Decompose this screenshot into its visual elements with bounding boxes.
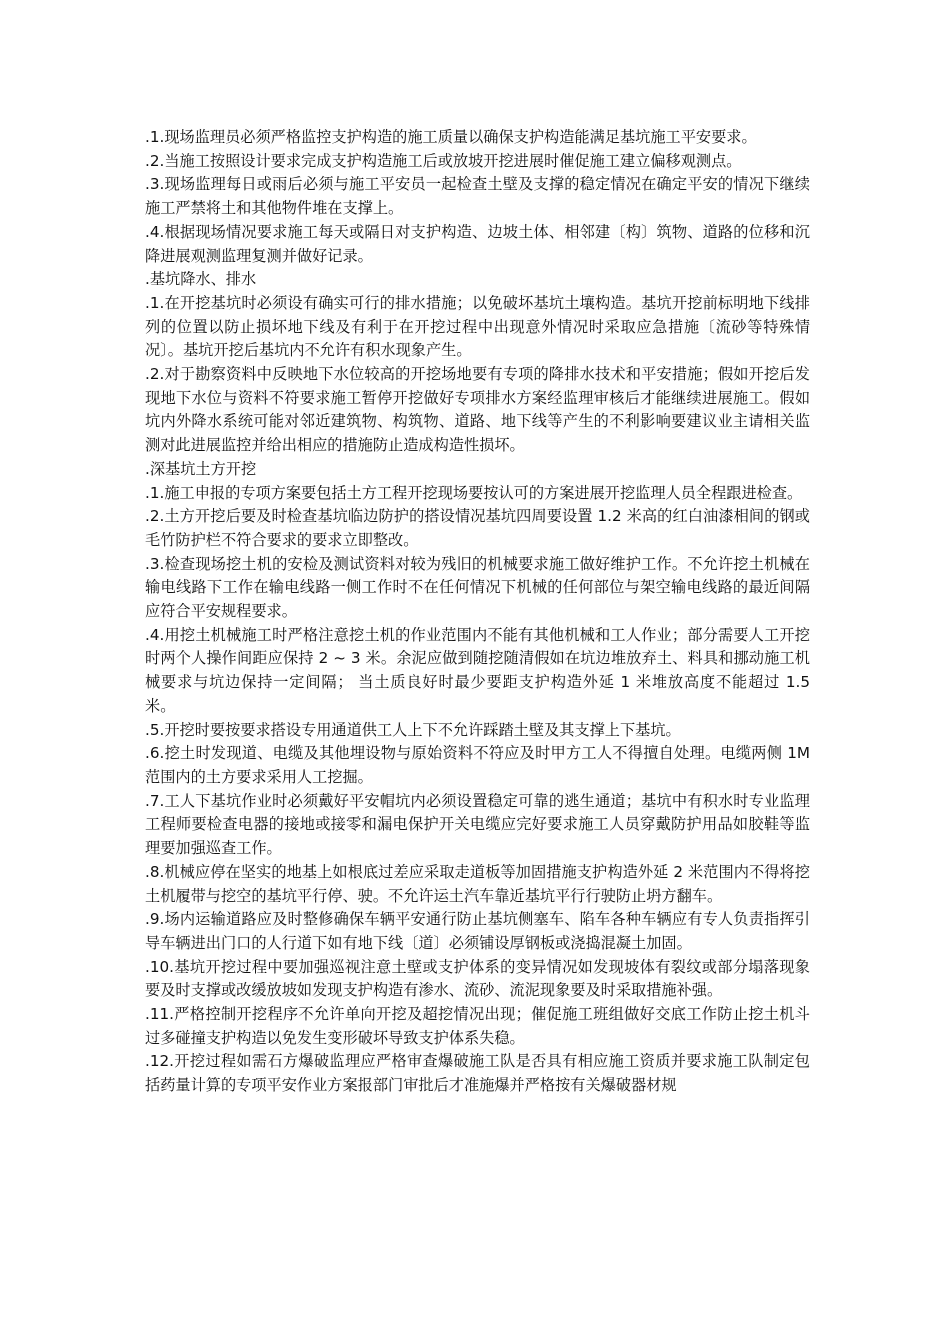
section-heading-excavation: .深基坑土方开挖: [145, 459, 257, 478]
section-heading-dewatering: .基坑降水、排水: [145, 270, 257, 289]
paragraph-3-1: .1.施工申报的专项方案要包括土方工程开挖现场要按认可的方案进展开挖监理人员全程跟进检查。: [145, 483, 803, 502]
paragraph-3-6: .6.挖土时发现道、电缆及其他埋设物与原始资料不符应及时甲方工人不得擅自处理。电缆两侧 1M 范围内的土方要求采用人工挖掘。: [145, 744, 810, 786]
paragraph-3-5: .5.开挖时要按要求搭设专用通道供工人上下不允许踩踏土壁及其支撑上下基坑。: [145, 720, 681, 739]
paragraph-1-2: .2.当施工按照设计要求完成支护构造施工后或放坡开挖进展时催促施工建立偏移观测点。: [145, 151, 742, 170]
paragraph-3-12: .12.开挖过程如需石方爆破监理应严格审查爆破施工队是否具有相应施工资质并要求施工队制定包括药量计算的专项平安作业方案报部门审批后才准施爆并严格按有关爆破器材规: [145, 1052, 810, 1095]
paragraph-3-9: .9.场内运输道路应及时整修确保车辆平安通行防止基坑侧塞车、陷车各种车辆应有专人负责指挥引导车辆进出门口的人行道下如有地下线〔道〕必须铺设厚钢板或浇捣混凝土加固。: [145, 910, 810, 952]
paragraph-2-2: .2.对于勘察资料中反映地下水位较高的开挖场地要有专项的降排水技术和平安措施；假如开挖后发现地下水位与资料不符要求施工暂停开挖做好专项排水方案经监理审核后才能继续进展施工。假如坑内外降水系统可能对邻近建筑物、构筑物、道路、地下线等产生的不利影响要建议业主请相关监测对此进展监控并给出相应的措施防止造成构造性损坏。: [145, 365, 810, 455]
paragraph-3-10: .10.基坑开挖过程中要加强巡视注意土壁或支护体系的变异情况如发现坡体有裂纹或部分塌落现象要及时支撑或改缓放坡如发现支护构造有渗水、流砂、流泥现象要及时采取措施补强。: [145, 957, 810, 1000]
paragraph-3-11: .11.严格控制开挖程序不允许单向开挖及超挖情况出现；催促施工班组做好交底工作防止挖土机斗过多碰撞支护构造以免发生变形破坏导致支护体系失稳。: [145, 1005, 810, 1047]
paragraph-2-1: .1.在开挖基坑时必须设有确实可行的排水措施；以免破坏基坑土壤构造。基坑开挖前标明地下线排列的位置以防止损坏地下线及有利于在开挖过程中出现意外情况时采取应急措施〔流砂等特殊情况〕。基坑开挖后基坑内不允许有积水现象产生。: [145, 293, 810, 360]
paragraph-3-8: .8.机械应停在坚实的地基上如根底过差应采取走道板等加固措施支护构造外延 2 米范围内不得将挖土机履带与挖空的基坑平行停、驶。不允许运土汽车靠近基坑平行行驶防止坍方翻车。: [145, 862, 810, 905]
paragraph-1-3: .3.现场监理每日或雨后必须与施工平安员一起检查土壁及支撑的稳定情况在确定平安的情况下继续施工严禁将土和其他物件堆在支撑上。: [145, 175, 810, 218]
paragraph-1-1: .1.现场监理员必须严格监控支护构造的施工质量以确保支护构造能满足基坑施工平安要求。: [145, 128, 757, 146]
document-body: [145, 126, 810, 1098]
paragraph-1-4: .4.根据现场情况要求施工每天或隔日对支护构造、边坡土体、相邻建〔构〕筑物、道路的位移和沉降进展观测监理复测并做好记录。: [145, 222, 810, 265]
paragraph-3-4: .4.用挖土机械施工时严格注意挖土机的作业范围内不能有其他机械和工人作业；部分需要人工开挖时两个人操作间距应保持 2 ~ 3 米。余泥应做到随挖随清假如在坑边堆放弃土、料具和挪动施工机械要求与坑边保持一定间隔； 当土质良好时最少要距支护构造外延 1 米堆放高度不能超过 1.5 米。: [145, 625, 810, 715]
paragraph-3-2: .2.土方开挖后要及时检查基坑临边防护的搭设情况基坑四周要设置 1.2 米高的红白油漆相间的钢或毛竹防护栏不符合要求的要求立即整改。: [145, 507, 810, 549]
paragraph-3-3: .3.检查现场挖土机的安检及测试资料对较为残旧的机械要求施工做好维护工作。不允许挖土机械在输电线路下工作在输电线路一侧工作时不在任何情况下机械的任何部位与架空输电线路的最近间隔 应符合平安规程要求。: [145, 554, 810, 621]
paragraph-3-7: .7.工人下基坑作业时必须戴好平安帽坑内必须设置稳定可靠的逃生通道；基坑中有积水时专业监理工程师要检查电器的接地或接零和漏电保护开关电缆应完好要求施工人员穿戴防护用品如胶鞋等监理要加强巡查工作。: [145, 791, 810, 858]
